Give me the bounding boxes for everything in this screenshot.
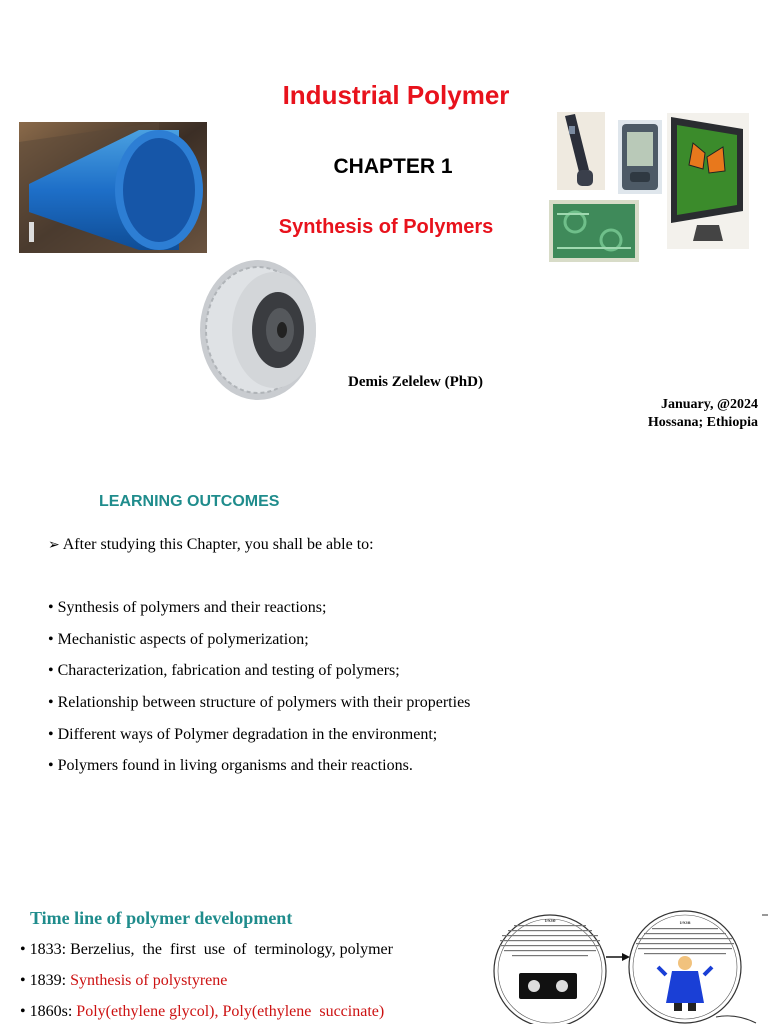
timeline-list <box>20 940 435 1033</box>
diagram-left-year: 1930 <box>544 918 556 923</box>
date-block <box>648 396 758 432</box>
timeline-diagram <box>486 905 768 1024</box>
chapter-label: CHAPTER 1 <box>333 155 453 178</box>
timeline-item: • 1839: Synthesis of polystyrene <box>20 972 228 989</box>
timeline-heading: Time line of polymer development <box>30 908 293 928</box>
wheel-tire-photo <box>196 258 336 402</box>
learning-outcomes-intro <box>48 536 374 554</box>
list-item: • Polymers found in living organisms and their reactions. <box>48 757 413 775</box>
list-item: • Characterization, fabrication and testing of polymers; <box>48 662 400 680</box>
list-item: • Different ways of Polymer degradation in the environment; <box>48 725 438 743</box>
vhs-tape-icon <box>519 973 577 999</box>
page-title: Industrial Polymer <box>282 80 510 110</box>
timeline-item: • 1833: Berzelius, the first use of terminology, polymer <box>20 941 393 958</box>
list-item: • Synthesis of polymers and their reactions; <box>48 599 327 616</box>
list-item: • Mechanistic aspects of polymerization; <box>48 630 309 648</box>
timeline-item: • 1860s: Poly(ethylene glycol), Poly(ethylene succinate) <box>20 1003 385 1020</box>
learning-outcomes-heading: LEARNING OUTCOMES <box>99 493 280 510</box>
date-line: January, @2024 <box>660 397 758 412</box>
list-item: • Relationship between structure of polymers with their properties <box>48 694 471 712</box>
place-line: Hossana; Ethiopia <box>647 415 758 430</box>
author-name: Demis Zelelew (PhD) <box>348 374 483 390</box>
learning-outcomes-list <box>48 598 470 788</box>
chapter-subtitle: Synthesis of Polymers <box>278 216 494 238</box>
arrow-bullet-icon: ➢ <box>48 538 60 553</box>
intro-text: After studying this Chapter, you shall be able to: <box>62 536 374 553</box>
diagram-right-year: 1938 <box>679 920 691 925</box>
